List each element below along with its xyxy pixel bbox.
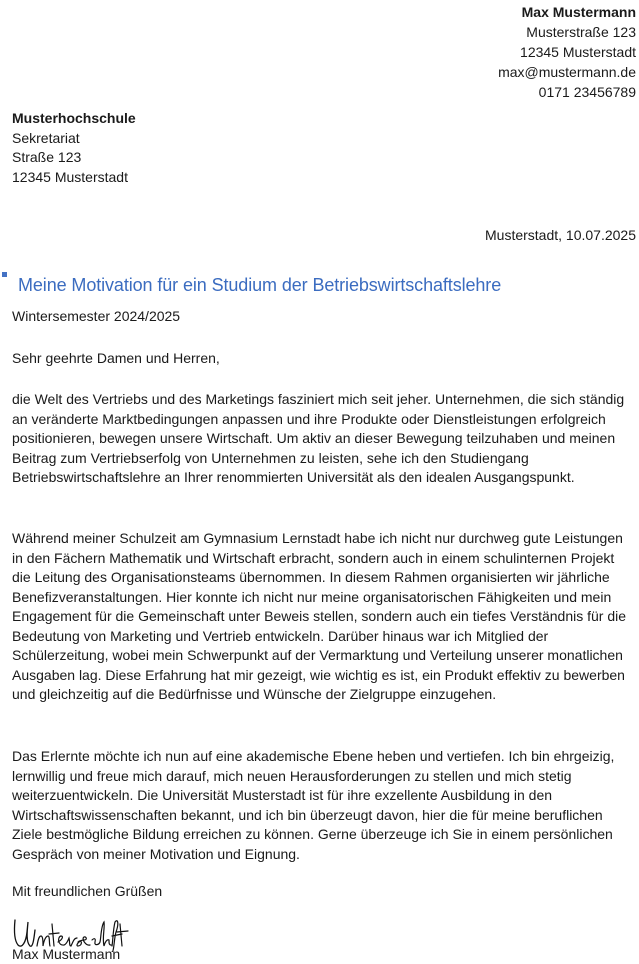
salutation: Sehr geehrte Damen und Herren, <box>12 350 220 366</box>
recipient-dept: Sekretariat <box>12 129 80 146</box>
sender-phone: 0171 23456789 <box>538 84 636 100</box>
recipient-city: 12345 Musterstadt <box>12 168 128 185</box>
body-paragraph-3: Das Erlernte möchte ich nun auf eine akademische Ebene heben und vertiefen. Ich bin ehrgeizig, lernwillig und freue mich darauf, mich neuen Herausforderungen zu stellen und mich stetig weiterzuentwickeln. Die Universität Musterstadt ist für ihre exzellente Ausbildung in den Wirtschaftswissenschaften bekannt, und ich bin überzeugt davon, hier die für meine beruflichen Ziele bestmögliche Bildung erreichen zu können. Gerne überzeuge ich Sie in einem persönlichen Gespräch von meiner Motivation und Eignung. <box>12 748 615 862</box>
letter-title: Meine Motivation für ein Studium der Betriebswirtschaftslehre <box>18 275 502 295</box>
letter-subtitle: Wintersemester 2024/2025 <box>12 308 181 324</box>
body-paragraph-2: Während meiner Schulzeit am Gymnasium Lernstadt habe ich nicht nur durchweg gute Leistungen in den Fächern Mathematik und Wirtschaft erbracht, sondern auch in einem schulinternen Projekt die Leitung des Organisationsteams übernommen. In diesem Rahmen organisierten wir jährliche Benefizveranstaltungen. Hier konnte ich nicht nur meine organisatorischen Fähigkeiten und mein Engagement für die Gemeinschaft unter Beweis stellen, sondern auch ein tiefes Verständnis für die Bedeutung von Marketing und Vertrieb entwickeln. Darüber hinaus war ich Mitglied der Schülerzeitung, wobei mein Schwerpunkt auf der Vermarktung und Verteilung unserer monatlichen Ausgaben lag. Diese Erfahrung hat mir gezeigt, wie wichtig es ist, ein Produkt effektiv zu bewerben und gleichzeitig auf die Bedürfnisse und Wünsche der Zielgruppe einzugehen. <box>12 530 627 702</box>
sender-name: Max Mustermann <box>521 4 636 20</box>
sender-city: 12345 Musterstadt <box>520 44 636 60</box>
closing-phrase: Mit freundlichen Grüßen <box>12 883 163 899</box>
sender-email: max@mustermann.de <box>498 64 636 80</box>
heading-marker-icon <box>2 272 7 277</box>
recipient-block <box>12 109 136 187</box>
letter-date: Musterstadt, 10.07.2025 <box>485 227 636 243</box>
recipient-org: Musterhochschule <box>12 110 136 126</box>
body-paragraph-1: die Welt des Vertriebs und des Marketings fasziniert mich seit jeher. Unternehmen, die sich ständig an veränderte Marktbedingungen anpassen und ihre Produkte oder Dienstleistungen erfolgreich positionieren, bewegen unsere Wirtschaft. Um aktiv an dieser Bewegung teilzuhaben und meinen Beitrag zum Vertriebserfolg von Unternehmen zu leisten, sehe ich den Studiengang Betriebswirtschaftslehre an Ihrer renommierten Universität als den idealen Ausgangspunkt. <box>12 391 625 485</box>
sender-block <box>498 2 636 102</box>
recipient-street: Straße 123 <box>12 149 82 165</box>
signer-name: Max Mustermann <box>12 946 121 962</box>
sender-street: Musterstraße 123 <box>526 24 636 40</box>
